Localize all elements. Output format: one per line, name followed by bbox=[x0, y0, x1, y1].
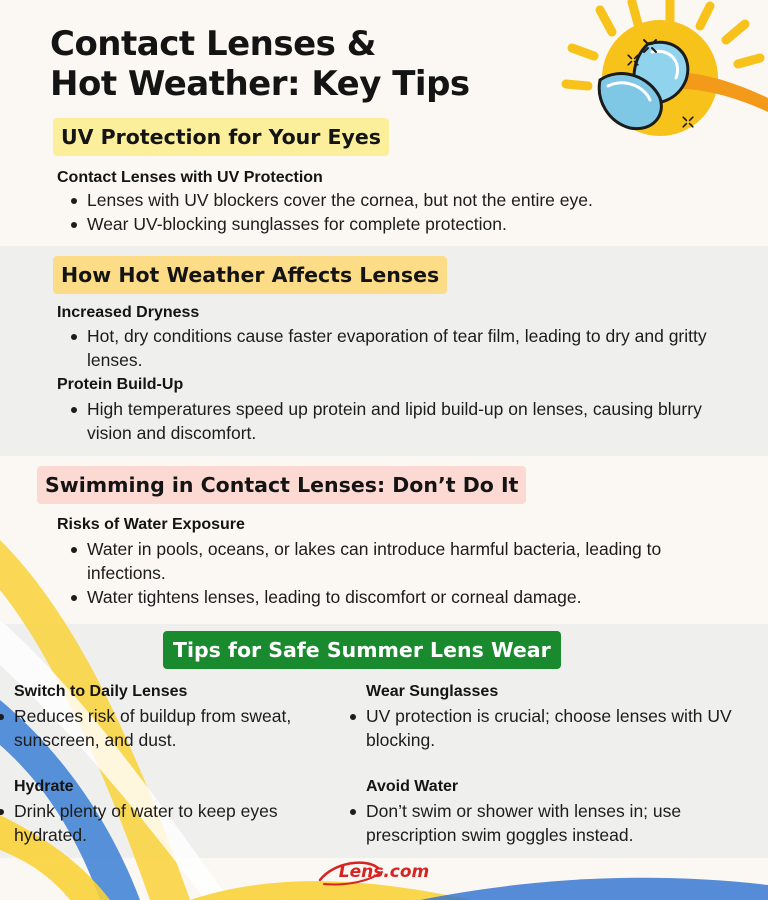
sparkle-icon bbox=[640, 36, 660, 56]
list-item: Wear UV-blocking sunglasses for complete protection. bbox=[57, 212, 737, 236]
bullet-list-daily-lenses bbox=[0, 704, 364, 752]
bullet-list-hydrate bbox=[0, 799, 354, 847]
subheading-water-risks: Risks of Water Exposure bbox=[57, 516, 245, 533]
list-item: UV protection is crucial; choose lenses with UV blocking. bbox=[336, 704, 736, 752]
bullet-list-water-risks bbox=[57, 537, 737, 609]
bullet-list-sunglasses bbox=[336, 704, 736, 752]
subheading-uv-lenses: Contact Lenses with UV Protection bbox=[57, 169, 323, 186]
list-item: Don’t swim or shower with lenses in; use prescription swim goggles instead. bbox=[336, 799, 756, 847]
section-heading-summer-tips: Tips for Safe Summer Lens Wear bbox=[163, 631, 561, 669]
bullet-list-dryness bbox=[57, 324, 737, 372]
page-title-line-2: Hot Weather: Key Tips bbox=[50, 64, 470, 104]
section-heading-hot-weather: How Hot Weather Affects Lenses bbox=[53, 256, 447, 294]
brand-logo[interactable]: Lens.com bbox=[338, 862, 430, 882]
subheading-wear-sunglasses: Wear Sunglasses bbox=[366, 683, 499, 700]
sparkle-icon bbox=[680, 114, 696, 130]
subheading-avoid-water: Avoid Water bbox=[366, 778, 459, 795]
list-item: Lenses with UV blockers cover the cornea, but not the entire eye. bbox=[57, 188, 737, 212]
page-title bbox=[50, 24, 470, 104]
subheading-increased-dryness: Increased Dryness bbox=[57, 304, 200, 321]
list-item: Drink plenty of water to keep eyes hydrated. bbox=[0, 799, 354, 847]
list-item: Reduces risk of buildup from sweat, sunscreen, and dust. bbox=[0, 704, 364, 752]
subheading-hydrate: Hydrate bbox=[14, 778, 74, 795]
subheading-protein-build-up: Protein Build-Up bbox=[57, 376, 184, 393]
list-item: High temperatures speed up protein and lipid build-up on lenses, causing blurry vision and discomfort. bbox=[57, 397, 747, 445]
subheading-daily-lenses: Switch to Daily Lenses bbox=[14, 683, 188, 700]
page-title-line-1: Contact Lenses & bbox=[50, 24, 376, 64]
sparkle-icon bbox=[625, 52, 641, 68]
bullet-list-avoid-water bbox=[336, 799, 756, 847]
list-item: Hot, dry conditions cause faster evaporation of tear film, leading to dry and gritty lenses. bbox=[57, 324, 737, 372]
bullet-list-protein bbox=[57, 397, 747, 445]
list-item: Water tightens lenses, leading to discomfort or corneal damage. bbox=[57, 585, 737, 609]
section-heading-uv-protection: UV Protection for Your Eyes bbox=[53, 118, 389, 156]
section-heading-swimming: Swimming in Contact Lenses: Don’t Do It bbox=[37, 466, 526, 504]
list-item: Water in pools, oceans, or lakes can introduce harmful bacteria, leading to infections. bbox=[57, 537, 737, 585]
bullet-list-uv bbox=[57, 188, 737, 236]
